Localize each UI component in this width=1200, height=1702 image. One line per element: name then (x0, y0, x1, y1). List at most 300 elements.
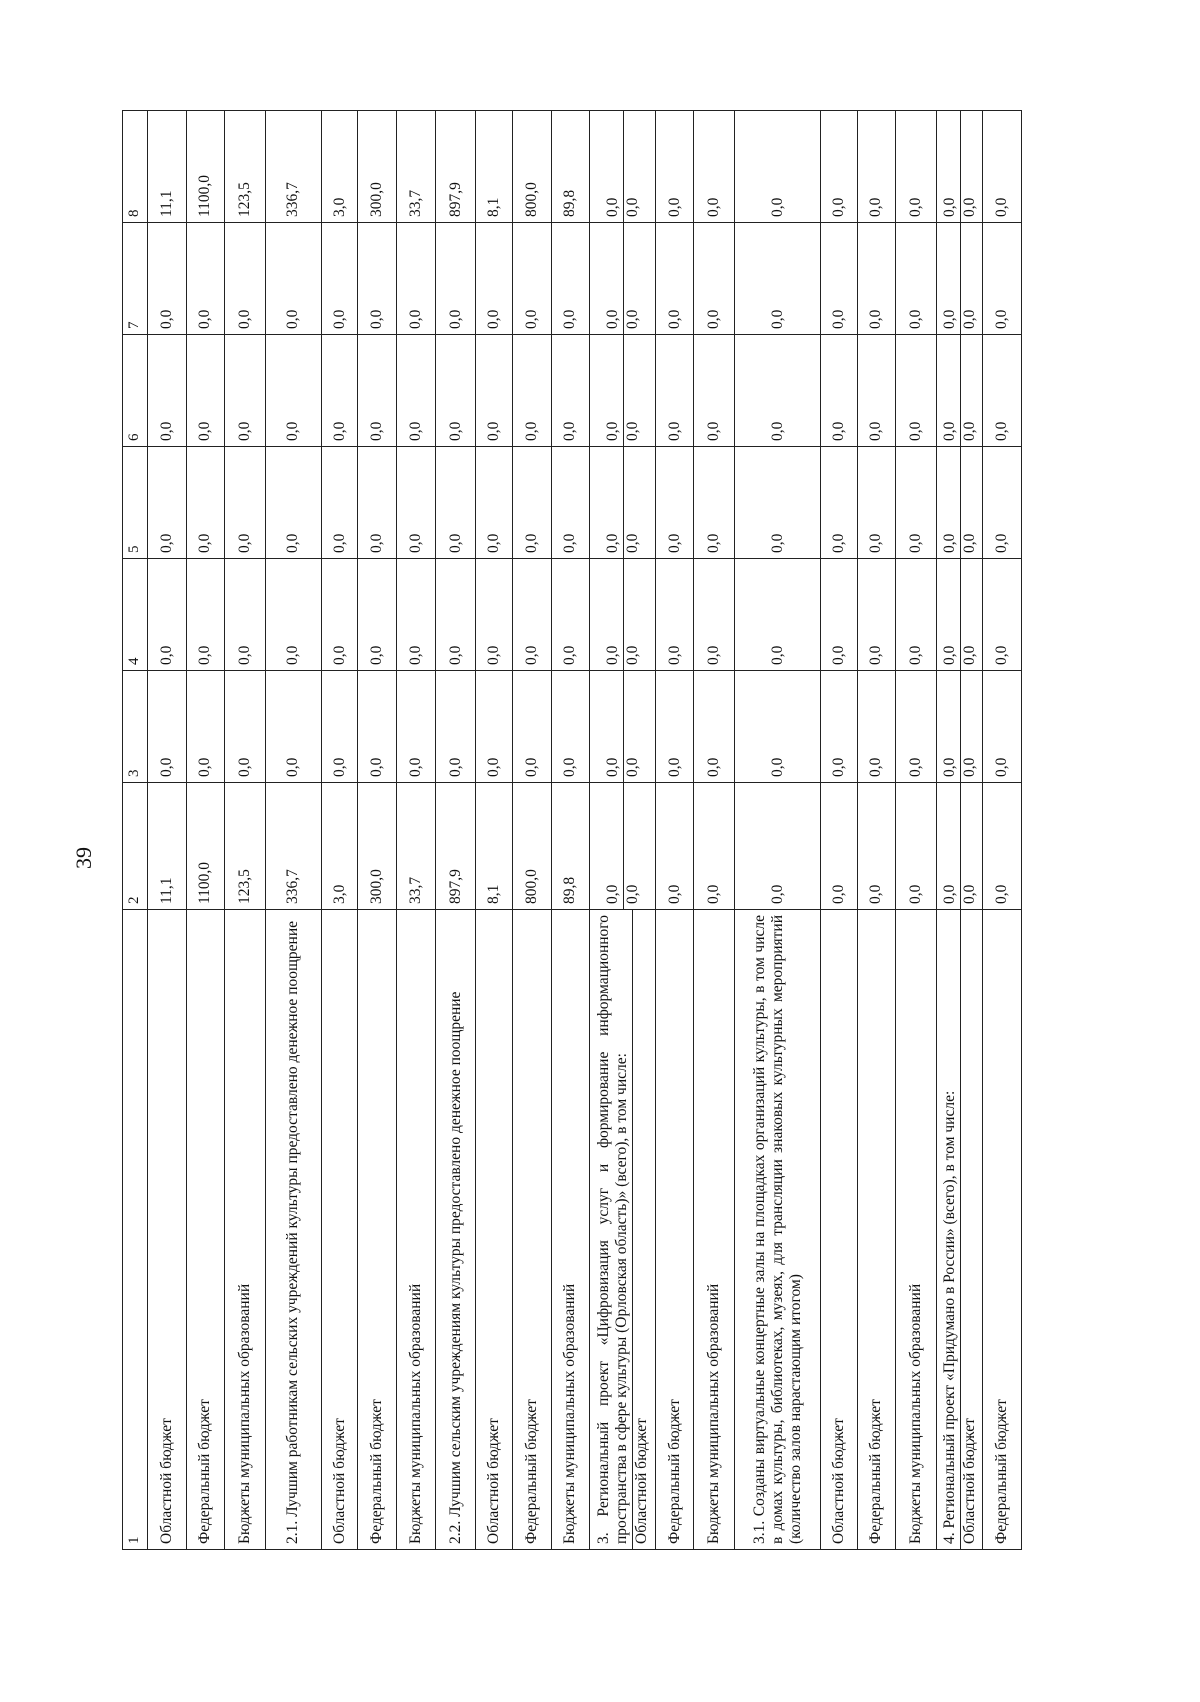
cell-value: 0,0 (993, 884, 1011, 904)
cell-subvalue: 0,0 (960, 111, 979, 223)
value-cell (476, 559, 513, 671)
cell-value: 0,0 (368, 421, 386, 441)
value-cell (983, 111, 1022, 223)
cell-value: 0,0 (406, 533, 424, 553)
cell-value: 336,7 (284, 182, 302, 217)
cell-subvalue: 0,0 (960, 223, 979, 335)
cell-value: 11,1 (157, 877, 175, 904)
budget-table (122, 110, 1022, 1550)
cell-value: 0,0 (829, 645, 847, 665)
value-cell (735, 447, 821, 559)
value-cell (937, 223, 983, 335)
value-cell (266, 783, 322, 910)
value-cell (397, 559, 436, 671)
value-cell (225, 559, 266, 671)
value-cell (358, 447, 397, 559)
cell-value: 0,0 (603, 533, 621, 553)
value-cell (551, 223, 590, 335)
table-row (655, 111, 694, 1550)
value-cell (655, 111, 694, 223)
row-name-cell (857, 910, 896, 1550)
cell-value: 0,0 (993, 757, 1011, 777)
row-subname: Областной бюджет (632, 910, 651, 1549)
cell-value: 800,0 (522, 182, 540, 217)
value-cell (225, 783, 266, 910)
value-cell (512, 111, 551, 223)
value-cell (983, 447, 1022, 559)
header-cell: 6 (123, 335, 148, 447)
value-cell (590, 111, 655, 223)
value-cell (266, 223, 322, 335)
table-row (397, 111, 436, 1550)
cell-value: 0,0 (907, 645, 925, 665)
row-name-cell (266, 910, 322, 1550)
value-cell (358, 335, 397, 447)
value-cell (186, 671, 225, 783)
table-row (983, 111, 1022, 1550)
value-cell (397, 447, 436, 559)
cell-value: 0,0 (665, 197, 683, 217)
cell-subvalue: 0,0 (623, 783, 642, 910)
value-cell (896, 783, 937, 910)
row-name-cell (512, 910, 551, 1550)
cell-value: 3,0 (330, 884, 348, 904)
value-cell (435, 783, 476, 910)
value-cell (148, 447, 187, 559)
cell-value: 0,0 (665, 309, 683, 329)
cell-value: 0,0 (446, 421, 464, 441)
cell-subvalue: 0,0 (623, 559, 642, 671)
value-cell (435, 559, 476, 671)
cell-value: 0,0 (157, 421, 175, 441)
table-row (694, 111, 735, 1550)
cell-value: 0,0 (446, 533, 464, 553)
value-cell (266, 671, 322, 783)
cell-value: 0,0 (522, 309, 540, 329)
cell-subvalue: 0,0 (623, 223, 642, 335)
row-name: 4. Региональный проект «Придумано в России» (всего), в том числе: (940, 1090, 958, 1544)
cell-value: 800,0 (522, 869, 540, 904)
value-cell (655, 447, 694, 559)
value-cell (821, 447, 858, 559)
cell-value: 0,0 (368, 645, 386, 665)
value-cell (148, 335, 187, 447)
cell-value: 0,0 (406, 421, 424, 441)
value-cell (857, 671, 896, 783)
table-row (857, 111, 896, 1550)
value-cell (551, 447, 590, 559)
header-cell: 8 (123, 111, 148, 223)
cell-value: 0,0 (768, 533, 786, 553)
cell-value: 8,1 (485, 884, 503, 904)
cell-value: 0,0 (284, 533, 302, 553)
value-cell (983, 783, 1022, 910)
row-name-cell (321, 910, 358, 1550)
cell-value: 0,0 (284, 309, 302, 329)
cell-value: 0,0 (368, 757, 386, 777)
table-row (476, 111, 513, 1550)
value-cell (937, 783, 983, 910)
row-name-cell (358, 910, 397, 1550)
row-name: Бюджеты муниципальных образований (907, 1283, 925, 1544)
row-name-cell (896, 910, 937, 1550)
row-name: 2.1. Лучшим работникам сельских учреждений культуры предоставлено денежное поощрение (284, 920, 302, 1544)
value-cell (655, 559, 694, 671)
value-cell (512, 447, 551, 559)
cell-value: 0,0 (522, 533, 540, 553)
value-cell (694, 559, 735, 671)
value-cell (590, 559, 655, 671)
row-name-cell (551, 910, 590, 1550)
value-cell (896, 111, 937, 223)
value-cell (694, 447, 735, 559)
value-cell (694, 671, 735, 783)
cell-value: 8,1 (485, 197, 503, 217)
cell-value: 0,0 (406, 645, 424, 665)
cell-value: 897,9 (446, 182, 464, 217)
value-cell (735, 671, 821, 783)
value-cell (321, 335, 358, 447)
row-name: Федеральный бюджет (993, 1399, 1011, 1544)
value-cell (735, 559, 821, 671)
cell-value: 0,0 (446, 309, 464, 329)
table-row (821, 111, 858, 1550)
row-name: Федеральный бюджет (867, 1399, 885, 1544)
value-cell (186, 783, 225, 910)
cell-value: 0,0 (236, 309, 254, 329)
cell-value: 0,0 (330, 421, 348, 441)
cell-value: 0,0 (907, 197, 925, 217)
header-cell: 1 (123, 910, 148, 1550)
cell-value: 0,0 (330, 309, 348, 329)
cell-value: 0,0 (284, 757, 302, 777)
cell-value: 0,0 (705, 645, 723, 665)
value-cell (551, 671, 590, 783)
table-row (512, 111, 551, 1550)
value-cell (186, 447, 225, 559)
cell-value: 0,0 (768, 645, 786, 665)
row-name-cell (983, 910, 1022, 1550)
cell-value: 0,0 (705, 421, 723, 441)
cell-value: 0,0 (330, 533, 348, 553)
value-cell (821, 671, 858, 783)
value-cell (590, 223, 655, 335)
value-cell (896, 447, 937, 559)
row-name: Федеральный бюджет (665, 1399, 683, 1544)
cell-value: 0,0 (157, 757, 175, 777)
cell-value: 0,0 (705, 757, 723, 777)
cell-value: 0,0 (867, 421, 885, 441)
cell-value: 0,0 (603, 421, 621, 441)
cell-value: 0,0 (867, 197, 885, 217)
table-row (590, 111, 655, 1550)
cell-value: 0,0 (829, 884, 847, 904)
cell-value: 0,0 (368, 309, 386, 329)
row-name-cell (694, 910, 735, 1550)
row-name: Федеральный бюджет (522, 1399, 540, 1544)
value-cell (476, 335, 513, 447)
cell-value: 0,0 (665, 533, 683, 553)
cell-value: 0,0 (236, 645, 254, 665)
value-cell (512, 335, 551, 447)
table-row (896, 111, 937, 1550)
cell-value: 897,9 (446, 869, 464, 904)
value-cell (857, 335, 896, 447)
cell-value: 0,0 (522, 645, 540, 665)
value-cell (896, 671, 937, 783)
cell-value: 0,0 (603, 309, 621, 329)
table-row (551, 111, 590, 1550)
cell-value: 3,0 (330, 197, 348, 217)
table-row (225, 111, 266, 1550)
cell-value: 0,0 (665, 645, 683, 665)
row-name-cell (821, 910, 858, 1550)
value-cell (148, 111, 187, 223)
cell-value: 0,0 (907, 421, 925, 441)
value-cell (321, 223, 358, 335)
value-cell (821, 783, 858, 910)
value-cell (857, 447, 896, 559)
value-cell (512, 783, 551, 910)
cell-value: 0,0 (196, 421, 214, 441)
cell-value: 0,0 (157, 533, 175, 553)
value-cell (435, 671, 476, 783)
cell-value: 0,0 (236, 757, 254, 777)
value-cell (225, 671, 266, 783)
cell-value: 0,0 (867, 533, 885, 553)
cell-value: 0,0 (196, 533, 214, 553)
value-cell (435, 335, 476, 447)
cell-value: 0,0 (236, 533, 254, 553)
table-row (937, 111, 983, 1550)
cell-value: 0,0 (993, 309, 1011, 329)
row-subname: Областной бюджет (960, 910, 979, 1549)
cell-value: 0,0 (829, 533, 847, 553)
row-name-cell (476, 910, 513, 1550)
cell-value: 0,0 (157, 309, 175, 329)
value-cell (358, 783, 397, 910)
cell-subvalue: 0,0 (960, 447, 979, 559)
row-name-cell (655, 910, 694, 1550)
cell-value: 0,0 (196, 645, 214, 665)
value-cell (266, 559, 322, 671)
value-cell (937, 447, 983, 559)
value-cell (694, 223, 735, 335)
value-cell (694, 335, 735, 447)
cell-value: 0,0 (446, 645, 464, 665)
value-cell (694, 111, 735, 223)
cell-value: 0,0 (665, 421, 683, 441)
cell-value: 0,0 (940, 197, 958, 217)
cell-value: 0,0 (665, 757, 683, 777)
cell-value: 33,7 (406, 876, 424, 904)
value-cell (397, 223, 436, 335)
cell-value: 0,0 (705, 309, 723, 329)
value-cell (735, 335, 821, 447)
row-name: Областной бюджет (485, 1418, 503, 1544)
cell-value: 0,0 (665, 884, 683, 904)
value-cell (735, 783, 821, 910)
value-cell (358, 559, 397, 671)
cell-value: 123,5 (236, 869, 254, 904)
value-cell (735, 223, 821, 335)
cell-value: 89,8 (561, 189, 579, 217)
row-name-cell (937, 910, 983, 1550)
table-row (266, 111, 322, 1550)
value-cell (551, 783, 590, 910)
value-cell (857, 223, 896, 335)
value-cell (937, 559, 983, 671)
value-cell (358, 671, 397, 783)
value-cell (397, 671, 436, 783)
value-cell (186, 335, 225, 447)
cell-value: 0,0 (907, 533, 925, 553)
value-cell (266, 111, 322, 223)
row-name-cell (590, 910, 655, 1550)
value-cell (512, 223, 551, 335)
value-cell (983, 335, 1022, 447)
cell-subvalue: 0,0 (960, 671, 979, 783)
value-cell (148, 559, 187, 671)
cell-value: 0,0 (940, 533, 958, 553)
cell-value: 0,0 (485, 309, 503, 329)
row-name-cell (225, 910, 266, 1550)
row-name: Областной бюджет (157, 1418, 175, 1544)
cell-value: 300,0 (368, 182, 386, 217)
cell-value: 0,0 (867, 884, 885, 904)
cell-subvalue: 0,0 (623, 671, 642, 783)
value-cell (321, 111, 358, 223)
cell-value: 0,0 (829, 757, 847, 777)
value-cell (735, 111, 821, 223)
cell-value: 11,1 (157, 190, 175, 217)
value-cell (397, 783, 436, 910)
value-cell (512, 559, 551, 671)
table-row (735, 111, 821, 1550)
header-cell: 2 (123, 783, 148, 910)
cell-value: 33,7 (406, 189, 424, 217)
cell-value: 300,0 (368, 869, 386, 904)
value-cell (476, 111, 513, 223)
value-cell (476, 671, 513, 783)
cell-value: 123,5 (236, 182, 254, 217)
cell-value: 0,0 (603, 884, 621, 904)
cell-value: 0,0 (768, 757, 786, 777)
value-cell (694, 783, 735, 910)
page-number: 39 (71, 847, 96, 869)
table-row (186, 111, 225, 1550)
cell-value: 0,0 (406, 757, 424, 777)
cell-value: 0,0 (522, 757, 540, 777)
value-cell (358, 223, 397, 335)
cell-value: 0,0 (603, 757, 621, 777)
cell-value: 0,0 (940, 645, 958, 665)
header-cell: 4 (123, 559, 148, 671)
cell-value: 0,0 (157, 645, 175, 665)
value-cell (512, 671, 551, 783)
budget-table-container (122, 110, 1022, 1550)
row-name: Областной бюджет (330, 1418, 348, 1544)
value-cell (655, 671, 694, 783)
cell-value: 0,0 (867, 757, 885, 777)
row-name: 2.2. Лучшим сельским учреждениям культуры предоставлено денежное поощрение (446, 991, 464, 1544)
value-cell (821, 223, 858, 335)
cell-value: 0,0 (368, 533, 386, 553)
value-cell (821, 111, 858, 223)
value-cell (358, 111, 397, 223)
header-row (123, 111, 148, 1550)
cell-value: 0,0 (561, 533, 579, 553)
value-cell (321, 783, 358, 910)
value-cell (266, 447, 322, 559)
cell-value: 0,0 (993, 421, 1011, 441)
cell-value: 0,0 (485, 645, 503, 665)
cell-value: 0,0 (768, 421, 786, 441)
cell-value: 0,0 (603, 197, 621, 217)
row-name: Бюджеты муниципальных образований (561, 1283, 579, 1544)
header-cell: 7 (123, 223, 148, 335)
value-cell (435, 111, 476, 223)
cell-value: 0,0 (705, 533, 723, 553)
value-cell (983, 671, 1022, 783)
value-cell (655, 223, 694, 335)
cell-value: 0,0 (446, 757, 464, 777)
cell-value: 0,0 (993, 645, 1011, 665)
cell-value: 0,0 (284, 421, 302, 441)
value-cell (655, 335, 694, 447)
value-cell (821, 335, 858, 447)
cell-value: 0,0 (907, 884, 925, 904)
cell-value: 0,0 (907, 309, 925, 329)
value-cell (435, 447, 476, 559)
value-cell (148, 223, 187, 335)
cell-value: 0,0 (485, 757, 503, 777)
cell-value: 0,0 (603, 645, 621, 665)
value-cell (225, 111, 266, 223)
table-row (435, 111, 476, 1550)
cell-subvalue: 0,0 (960, 559, 979, 671)
cell-value: 0,0 (940, 309, 958, 329)
value-cell (186, 111, 225, 223)
row-name: Бюджеты муниципальных образований (705, 1283, 723, 1544)
table-row (148, 111, 187, 1550)
value-cell (983, 223, 1022, 335)
header-cell: 5 (123, 447, 148, 559)
row-name: Областной бюджет (829, 1418, 847, 1544)
cell-subvalue: 0,0 (623, 447, 642, 559)
cell-value: 0,0 (940, 757, 958, 777)
value-cell (590, 447, 655, 559)
cell-value: 0,0 (561, 421, 579, 441)
cell-value: 0,0 (561, 309, 579, 329)
value-cell (476, 783, 513, 910)
cell-value: 0,0 (993, 533, 1011, 553)
cell-subvalue: 0,0 (960, 783, 979, 910)
cell-value: 0,0 (196, 757, 214, 777)
value-cell (551, 335, 590, 447)
value-cell (857, 559, 896, 671)
cell-value: 336,7 (284, 869, 302, 904)
value-cell (476, 223, 513, 335)
cell-value: 0,0 (867, 645, 885, 665)
row-name-cell (435, 910, 476, 1550)
cell-value: 0,0 (485, 421, 503, 441)
row-name: Бюджеты муниципальных образований (406, 1283, 424, 1544)
table-row (321, 111, 358, 1550)
value-cell (148, 671, 187, 783)
cell-value: 0,0 (705, 197, 723, 217)
value-cell (321, 671, 358, 783)
